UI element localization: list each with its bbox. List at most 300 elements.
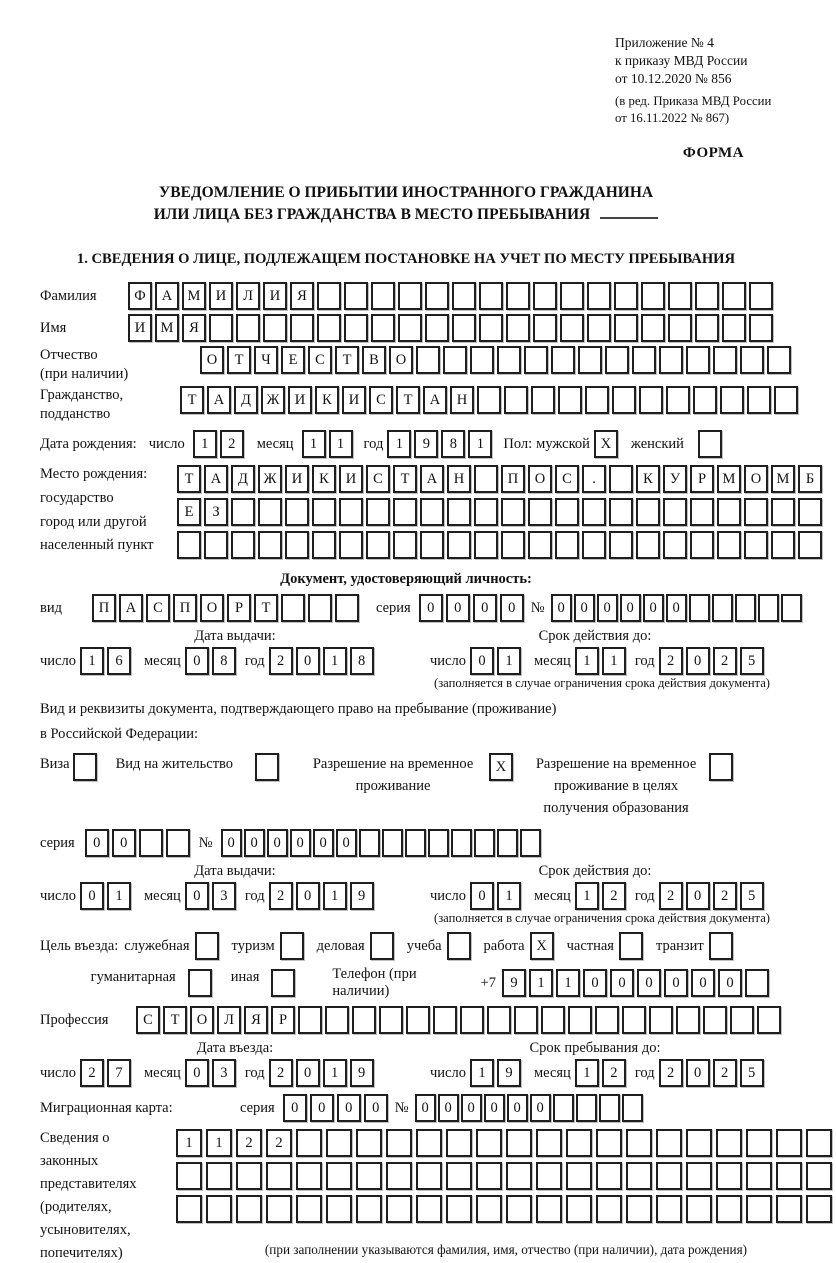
doc-until-month-box[interactable]: 1 [602, 647, 626, 675]
permit-number-box[interactable]: 0 [313, 829, 334, 857]
given-name-char-box[interactable] [587, 314, 611, 342]
representative-char-box[interactable] [746, 1195, 772, 1223]
given-name-char-box[interactable] [452, 314, 476, 342]
migration-number-box[interactable]: 0 [461, 1094, 482, 1122]
given-name-char-box[interactable] [425, 314, 449, 342]
citizenship-char-box[interactable]: А [207, 386, 231, 414]
birthplace-char-box[interactable] [744, 531, 768, 559]
migration-series-box[interactable]: 0 [337, 1094, 361, 1122]
permit-number-box[interactable] [474, 829, 495, 857]
birthplace-char-box[interactable]: Н [447, 465, 471, 493]
birthplace-char-box[interactable] [609, 498, 633, 526]
birthplace-char-box[interactable] [312, 498, 336, 526]
entry-year-box[interactable]: 9 [350, 1059, 374, 1087]
work-checkbox[interactable]: X [530, 932, 554, 960]
phone-digit-box[interactable]: 9 [502, 969, 526, 997]
birthplace-char-box[interactable] [663, 498, 687, 526]
doc-series-box[interactable]: 0 [500, 594, 524, 622]
representative-char-box[interactable] [806, 1162, 832, 1190]
representative-char-box[interactable] [476, 1129, 502, 1157]
birthplace-char-box[interactable] [447, 498, 471, 526]
surname-char-box[interactable] [452, 282, 476, 310]
birthplace-char-box[interactable] [393, 531, 417, 559]
surname-char-box[interactable]: А [155, 282, 179, 310]
official-checkbox[interactable] [195, 932, 219, 960]
birth-day-box[interactable]: 1 [193, 430, 217, 458]
representative-char-box[interactable] [806, 1195, 832, 1223]
representative-char-box[interactable] [446, 1129, 472, 1157]
citizenship-char-box[interactable] [639, 386, 663, 414]
birthplace-char-box[interactable]: Р [690, 465, 714, 493]
surname-char-box[interactable] [317, 282, 341, 310]
surname-char-box[interactable]: Л [236, 282, 260, 310]
birthplace-char-box[interactable] [555, 498, 579, 526]
representative-char-box[interactable] [506, 1195, 532, 1223]
permit-number-box[interactable]: 0 [290, 829, 311, 857]
entry-year-box[interactable]: 0 [296, 1059, 320, 1087]
doc-type-char-box[interactable] [281, 594, 305, 622]
birthplace-char-box[interactable] [474, 531, 498, 559]
patronymic-char-box[interactable] [470, 346, 494, 374]
birthplace-char-box[interactable]: И [285, 465, 309, 493]
doc-series-box[interactable]: 0 [419, 594, 443, 622]
representative-char-box[interactable] [536, 1195, 562, 1223]
phone-digit-box[interactable]: 0 [691, 969, 715, 997]
phone-digit-box[interactable]: 0 [718, 969, 742, 997]
surname-char-box[interactable] [533, 282, 557, 310]
stay-day-box[interactable]: 9 [497, 1059, 521, 1087]
patronymic-char-box[interactable]: Е [281, 346, 305, 374]
stay-year-box[interactable]: 5 [740, 1059, 764, 1087]
migration-number-box[interactable]: 0 [507, 1094, 528, 1122]
birthplace-char-box[interactable] [528, 531, 552, 559]
doc-type-char-box[interactable]: С [146, 594, 170, 622]
doc-type-char-box[interactable]: П [92, 594, 116, 622]
citizenship-char-box[interactable]: Т [180, 386, 204, 414]
surname-char-box[interactable] [506, 282, 530, 310]
patronymic-char-box[interactable]: Т [335, 346, 359, 374]
birthplace-char-box[interactable]: З [204, 498, 228, 526]
birthplace-char-box[interactable] [771, 498, 795, 526]
birthplace-char-box[interactable] [690, 498, 714, 526]
representative-char-box[interactable] [386, 1129, 412, 1157]
citizenship-char-box[interactable]: Н [450, 386, 474, 414]
representative-char-box[interactable] [476, 1195, 502, 1223]
birth-month-box[interactable]: 1 [329, 430, 353, 458]
representative-char-box[interactable] [416, 1195, 442, 1223]
representative-char-box[interactable] [266, 1195, 292, 1223]
representative-char-box[interactable] [626, 1129, 652, 1157]
permit-until-year-box[interactable]: 2 [713, 882, 737, 910]
representative-char-box[interactable] [296, 1129, 322, 1157]
profession-char-box[interactable] [379, 1006, 403, 1034]
birth-year-box[interactable]: 1 [387, 430, 411, 458]
surname-char-box[interactable]: И [263, 282, 287, 310]
citizenship-char-box[interactable] [504, 386, 528, 414]
permit-until-year-box[interactable]: 5 [740, 882, 764, 910]
patronymic-char-box[interactable] [767, 346, 791, 374]
birthplace-char-box[interactable]: О [528, 465, 552, 493]
representative-char-box[interactable] [656, 1195, 682, 1223]
surname-char-box[interactable] [479, 282, 503, 310]
profession-char-box[interactable] [352, 1006, 376, 1034]
birthplace-char-box[interactable] [312, 531, 336, 559]
patronymic-char-box[interactable] [659, 346, 683, 374]
permit-issue-year-box[interactable]: 9 [350, 882, 374, 910]
given-name-char-box[interactable] [479, 314, 503, 342]
citizenship-char-box[interactable] [693, 386, 717, 414]
birthplace-char-box[interactable] [636, 531, 660, 559]
citizenship-char-box[interactable]: Д [234, 386, 258, 414]
permit-number-box[interactable] [497, 829, 518, 857]
birthplace-char-box[interactable] [204, 531, 228, 559]
representative-char-box[interactable] [536, 1129, 562, 1157]
representative-char-box[interactable] [596, 1162, 622, 1190]
profession-char-box[interactable] [757, 1006, 781, 1034]
surname-char-box[interactable] [371, 282, 395, 310]
permit-number-box[interactable] [451, 829, 472, 857]
given-name-char-box[interactable] [344, 314, 368, 342]
surname-char-box[interactable]: Я [290, 282, 314, 310]
representative-char-box[interactable] [626, 1162, 652, 1190]
representative-char-box[interactable] [206, 1162, 232, 1190]
profession-char-box[interactable]: О [190, 1006, 214, 1034]
transit-checkbox[interactable] [709, 932, 733, 960]
given-name-char-box[interactable] [533, 314, 557, 342]
birthplace-char-box[interactable]: У [663, 465, 687, 493]
representative-char-box[interactable] [476, 1162, 502, 1190]
representative-char-box[interactable]: 1 [206, 1129, 232, 1157]
patronymic-char-box[interactable] [713, 346, 737, 374]
permit-issue-day-box[interactable]: 0 [80, 882, 104, 910]
birthplace-char-box[interactable]: И [339, 465, 363, 493]
permit-series-box[interactable] [166, 829, 190, 857]
patronymic-char-box[interactable] [443, 346, 467, 374]
profession-char-box[interactable] [541, 1006, 565, 1034]
study-checkbox[interactable] [447, 932, 471, 960]
permit-number-box[interactable]: 0 [221, 829, 242, 857]
permit-number-box[interactable] [382, 829, 403, 857]
representative-char-box[interactable] [716, 1195, 742, 1223]
doc-number-box[interactable]: 0 [574, 594, 595, 622]
representative-char-box[interactable] [266, 1162, 292, 1190]
phone-digit-box[interactable]: 0 [664, 969, 688, 997]
birthplace-char-box[interactable] [798, 498, 822, 526]
citizenship-char-box[interactable]: К [315, 386, 339, 414]
permit-series-box[interactable]: 0 [85, 829, 109, 857]
doc-until-day-box[interactable]: 0 [470, 647, 494, 675]
patronymic-char-box[interactable] [524, 346, 548, 374]
birth-year-box[interactable]: 8 [441, 430, 465, 458]
representative-char-box[interactable] [686, 1195, 712, 1223]
representative-char-box[interactable] [506, 1129, 532, 1157]
representative-char-box[interactable] [566, 1129, 592, 1157]
citizenship-char-box[interactable] [720, 386, 744, 414]
temp-residence-education-checkbox[interactable] [709, 753, 733, 781]
birthplace-char-box[interactable] [636, 498, 660, 526]
representative-char-box[interactable] [656, 1129, 682, 1157]
birthplace-char-box[interactable] [231, 498, 255, 526]
citizenship-char-box[interactable] [531, 386, 555, 414]
permit-issue-day-box[interactable]: 1 [107, 882, 131, 910]
given-name-char-box[interactable] [371, 314, 395, 342]
surname-char-box[interactable] [641, 282, 665, 310]
surname-char-box[interactable] [695, 282, 719, 310]
patronymic-char-box[interactable] [497, 346, 521, 374]
permit-until-month-box[interactable]: 1 [575, 882, 599, 910]
surname-char-box[interactable]: М [182, 282, 206, 310]
birthplace-char-box[interactable] [258, 531, 282, 559]
representative-char-box[interactable] [566, 1195, 592, 1223]
given-name-char-box[interactable] [641, 314, 665, 342]
birthplace-char-box[interactable]: . [582, 465, 606, 493]
birthplace-char-box[interactable] [609, 465, 633, 493]
doc-type-char-box[interactable] [308, 594, 332, 622]
doc-number-box[interactable] [689, 594, 710, 622]
birthplace-char-box[interactable] [663, 531, 687, 559]
given-name-char-box[interactable] [506, 314, 530, 342]
representative-char-box[interactable] [386, 1162, 412, 1190]
migration-series-box[interactable]: 0 [283, 1094, 307, 1122]
representative-char-box[interactable] [296, 1162, 322, 1190]
representative-char-box[interactable] [536, 1162, 562, 1190]
doc-issue-year-box[interactable]: 0 [296, 647, 320, 675]
doc-issue-year-box[interactable]: 8 [350, 647, 374, 675]
entry-year-box[interactable]: 2 [269, 1059, 293, 1087]
birthplace-char-box[interactable] [582, 498, 606, 526]
given-name-char-box[interactable] [668, 314, 692, 342]
stay-year-box[interactable]: 2 [659, 1059, 683, 1087]
citizenship-char-box[interactable]: И [288, 386, 312, 414]
permit-issue-year-box[interactable]: 1 [323, 882, 347, 910]
patronymic-char-box[interactable]: В [362, 346, 386, 374]
profession-char-box[interactable] [460, 1006, 484, 1034]
representative-char-box[interactable] [416, 1129, 442, 1157]
birthplace-char-box[interactable] [744, 498, 768, 526]
migration-series-box[interactable]: 0 [310, 1094, 334, 1122]
representative-char-box[interactable] [686, 1129, 712, 1157]
phone-digit-box[interactable]: 1 [556, 969, 580, 997]
permit-number-box[interactable]: 0 [244, 829, 265, 857]
surname-char-box[interactable] [425, 282, 449, 310]
doc-type-char-box[interactable]: Т [254, 594, 278, 622]
birthplace-char-box[interactable] [285, 498, 309, 526]
doc-type-char-box[interactable] [335, 594, 359, 622]
doc-until-year-box[interactable]: 2 [713, 647, 737, 675]
representative-char-box[interactable] [446, 1195, 472, 1223]
doc-until-day-box[interactable]: 1 [497, 647, 521, 675]
doc-issue-year-box[interactable]: 2 [269, 647, 293, 675]
patronymic-char-box[interactable] [551, 346, 575, 374]
profession-char-box[interactable] [433, 1006, 457, 1034]
permit-number-box[interactable]: 0 [267, 829, 288, 857]
other-purpose-checkbox[interactable] [271, 969, 295, 997]
doc-series-box[interactable]: 0 [446, 594, 470, 622]
patronymic-char-box[interactable] [686, 346, 710, 374]
representative-char-box[interactable] [386, 1195, 412, 1223]
birthplace-char-box[interactable] [285, 531, 309, 559]
representative-char-box[interactable] [626, 1195, 652, 1223]
permit-issue-year-box[interactable]: 0 [296, 882, 320, 910]
female-checkbox[interactable] [698, 430, 722, 458]
patronymic-char-box[interactable] [740, 346, 764, 374]
representative-char-box[interactable] [746, 1129, 772, 1157]
representative-char-box[interactable] [686, 1162, 712, 1190]
birthplace-char-box[interactable]: Д [231, 465, 255, 493]
doc-number-box[interactable]: 0 [620, 594, 641, 622]
given-name-char-box[interactable]: И [128, 314, 152, 342]
doc-issue-month-box[interactable]: 8 [212, 647, 236, 675]
birthplace-char-box[interactable] [555, 531, 579, 559]
patronymic-char-box[interactable]: Ч [254, 346, 278, 374]
birthplace-char-box[interactable] [717, 498, 741, 526]
birthplace-char-box[interactable]: С [555, 465, 579, 493]
profession-char-box[interactable] [730, 1006, 754, 1034]
given-name-char-box[interactable] [614, 314, 638, 342]
entry-month-box[interactable]: 0 [185, 1059, 209, 1087]
birthplace-char-box[interactable] [501, 531, 525, 559]
migration-number-box[interactable] [622, 1094, 643, 1122]
humanitarian-checkbox[interactable] [188, 969, 212, 997]
citizenship-char-box[interactable] [558, 386, 582, 414]
stay-year-box[interactable]: 2 [713, 1059, 737, 1087]
doc-number-box[interactable]: 0 [643, 594, 664, 622]
surname-char-box[interactable] [614, 282, 638, 310]
stay-month-box[interactable]: 2 [602, 1059, 626, 1087]
birthplace-char-box[interactable] [798, 531, 822, 559]
birthplace-char-box[interactable] [717, 531, 741, 559]
doc-until-month-box[interactable]: 1 [575, 647, 599, 675]
representative-char-box[interactable]: 2 [236, 1129, 262, 1157]
permit-until-month-box[interactable]: 2 [602, 882, 626, 910]
profession-char-box[interactable]: Т [163, 1006, 187, 1034]
representative-char-box[interactable] [236, 1195, 262, 1223]
doc-number-box[interactable]: 0 [597, 594, 618, 622]
citizenship-char-box[interactable] [747, 386, 771, 414]
representative-char-box[interactable] [176, 1195, 202, 1223]
birthplace-char-box[interactable]: П [501, 465, 525, 493]
birthplace-char-box[interactable] [447, 531, 471, 559]
male-checkbox[interactable]: X [594, 430, 618, 458]
birthplace-char-box[interactable]: Т [393, 465, 417, 493]
given-name-char-box[interactable] [209, 314, 233, 342]
citizenship-char-box[interactable]: Ж [261, 386, 285, 414]
birthplace-char-box[interactable]: А [420, 465, 444, 493]
representative-char-box[interactable] [776, 1195, 802, 1223]
profession-char-box[interactable]: Я [244, 1006, 268, 1034]
permit-number-box[interactable] [428, 829, 449, 857]
representative-char-box[interactable] [296, 1195, 322, 1223]
entry-year-box[interactable]: 1 [323, 1059, 347, 1087]
doc-issue-day-box[interactable]: 6 [107, 647, 131, 675]
phone-digit-box[interactable] [745, 969, 769, 997]
birthplace-char-box[interactable] [420, 531, 444, 559]
patronymic-char-box[interactable]: О [389, 346, 413, 374]
birth-year-box[interactable]: 9 [414, 430, 438, 458]
birthplace-char-box[interactable] [474, 498, 498, 526]
profession-char-box[interactable]: Р [271, 1006, 295, 1034]
doc-until-year-box[interactable]: 2 [659, 647, 683, 675]
citizenship-char-box[interactable] [666, 386, 690, 414]
entry-day-box[interactable]: 2 [80, 1059, 104, 1087]
birthplace-char-box[interactable] [420, 498, 444, 526]
representative-char-box[interactable] [716, 1129, 742, 1157]
representative-char-box[interactable] [356, 1195, 382, 1223]
permit-series-box[interactable]: 0 [112, 829, 136, 857]
birthplace-char-box[interactable] [339, 531, 363, 559]
birthplace-char-box[interactable]: К [312, 465, 336, 493]
citizenship-char-box[interactable]: И [342, 386, 366, 414]
profession-char-box[interactable] [406, 1006, 430, 1034]
profession-char-box[interactable] [622, 1006, 646, 1034]
representative-char-box[interactable] [656, 1162, 682, 1190]
surname-char-box[interactable] [749, 282, 773, 310]
permit-issue-year-box[interactable]: 2 [269, 882, 293, 910]
doc-number-box[interactable] [781, 594, 802, 622]
profession-char-box[interactable] [676, 1006, 700, 1034]
profession-char-box[interactable] [703, 1006, 727, 1034]
birthplace-char-box[interactable] [366, 531, 390, 559]
birthplace-char-box[interactable] [690, 531, 714, 559]
representative-char-box[interactable] [566, 1162, 592, 1190]
doc-series-box[interactable]: 0 [473, 594, 497, 622]
permit-until-year-box[interactable]: 0 [686, 882, 710, 910]
representative-char-box[interactable] [356, 1129, 382, 1157]
phone-digit-box[interactable]: 1 [529, 969, 553, 997]
representative-char-box[interactable] [206, 1195, 232, 1223]
migration-number-box[interactable] [576, 1094, 597, 1122]
profession-char-box[interactable] [568, 1006, 592, 1034]
phone-digit-box[interactable]: 0 [637, 969, 661, 997]
doc-number-box[interactable] [758, 594, 779, 622]
doc-number-box[interactable]: 0 [666, 594, 687, 622]
doc-number-box[interactable] [712, 594, 733, 622]
permit-until-day-box[interactable]: 0 [470, 882, 494, 910]
birthplace-char-box[interactable]: М [717, 465, 741, 493]
representative-char-box[interactable] [446, 1162, 472, 1190]
representative-char-box[interactable] [326, 1195, 352, 1223]
given-name-char-box[interactable] [236, 314, 260, 342]
given-name-char-box[interactable] [398, 314, 422, 342]
citizenship-char-box[interactable] [477, 386, 501, 414]
stay-year-box[interactable]: 0 [686, 1059, 710, 1087]
migration-series-box[interactable]: 0 [364, 1094, 388, 1122]
representative-char-box[interactable] [416, 1162, 442, 1190]
profession-char-box[interactable] [298, 1006, 322, 1034]
doc-until-year-box[interactable]: 5 [740, 647, 764, 675]
doc-number-box[interactable] [735, 594, 756, 622]
permit-number-box[interactable] [405, 829, 426, 857]
private-checkbox[interactable] [619, 932, 643, 960]
permit-number-box[interactable] [520, 829, 541, 857]
birthplace-char-box[interactable] [582, 531, 606, 559]
representative-char-box[interactable] [776, 1129, 802, 1157]
birthplace-char-box[interactable] [366, 498, 390, 526]
doc-type-char-box[interactable]: А [119, 594, 143, 622]
birthplace-char-box[interactable] [771, 531, 795, 559]
given-name-char-box[interactable] [695, 314, 719, 342]
birth-day-box[interactable]: 2 [220, 430, 244, 458]
representative-char-box[interactable] [806, 1129, 832, 1157]
birth-year-box[interactable]: 1 [468, 430, 492, 458]
migration-number-box[interactable]: 0 [484, 1094, 505, 1122]
surname-char-box[interactable] [560, 282, 584, 310]
representative-char-box[interactable] [236, 1162, 262, 1190]
given-name-char-box[interactable] [722, 314, 746, 342]
profession-char-box[interactable] [595, 1006, 619, 1034]
given-name-char-box[interactable] [263, 314, 287, 342]
representative-char-box[interactable] [776, 1162, 802, 1190]
